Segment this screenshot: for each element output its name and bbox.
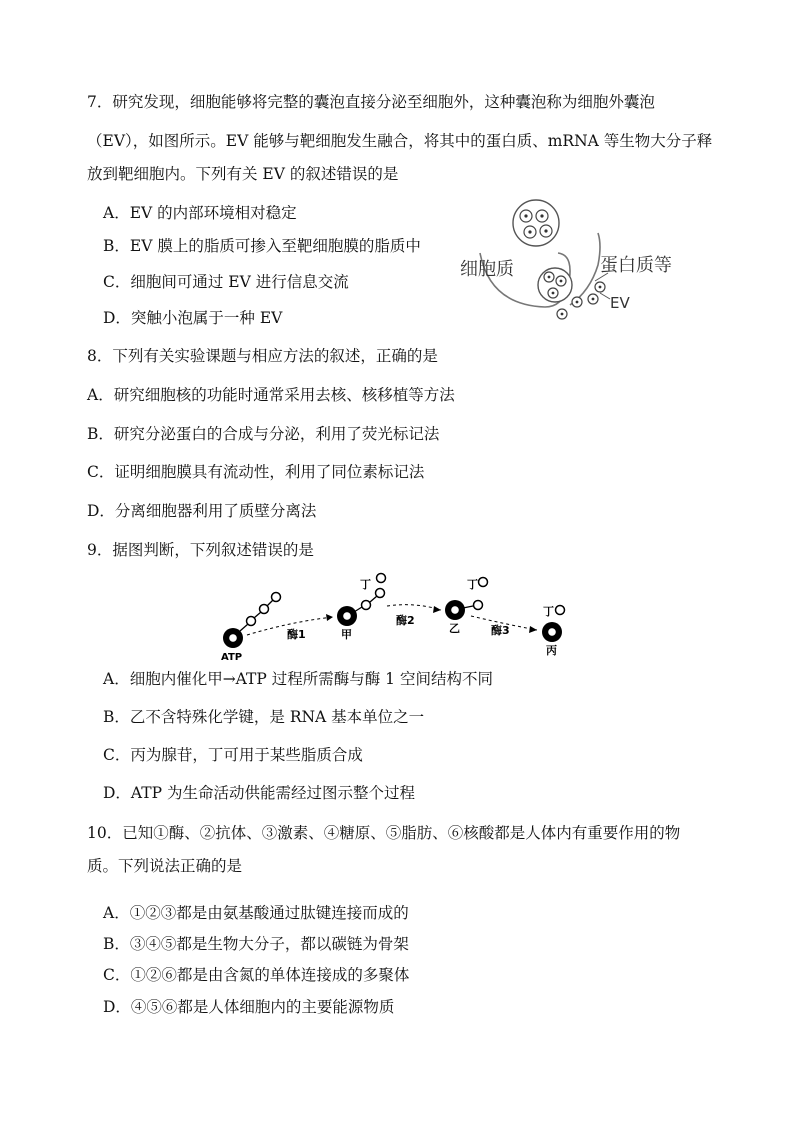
atp-molecule: [223, 593, 281, 649]
q10-stem-line2: 质。下列说法正确的是: [87, 857, 243, 875]
q7-option-b: B．EV 膜上的脂质可掺入至靶细胞膜的脂质中: [103, 237, 421, 255]
ev-pointer-line: [600, 293, 610, 299]
arrow-enzyme2: [387, 605, 441, 610]
q7-option-c: C．细胞间可通过 EV 进行信息交流: [103, 273, 349, 291]
q8-option-a: A．研究细胞核的功能时通常采用去核、核移植等方法: [87, 386, 455, 404]
ding-phosphate-3: [556, 606, 565, 615]
q9-option-a: A．细胞内催化甲→ATP 过程所需酶与酶 1 空间结构不同: [103, 670, 493, 688]
q7-option-a: A．EV 的内部环境相对稳定: [103, 204, 297, 222]
q7-stem-line3: 放到靶细胞内。下列有关 EV 的叙述错误的是: [87, 165, 399, 183]
enzyme2-label: 酶2: [396, 614, 415, 627]
atp-hydrolysis-diagram: [215, 572, 585, 662]
q9-stem: 9．据图判断，下列叙述错误的是: [87, 541, 314, 559]
q7-stem-line2: （EV），如图所示。EV 能够与靶细胞发生融合，将其中的蛋白质、mRNA 等生物大分子释: [87, 132, 713, 150]
arrowhead-1: [326, 614, 333, 621]
cytoplasm-label: 细胞质: [460, 259, 514, 280]
ding-label-3: 丁: [543, 605, 554, 618]
jia-molecule: [337, 589, 385, 627]
protein-label: 蛋白质等: [600, 255, 672, 276]
enzyme1-label: 酶1: [287, 628, 306, 641]
q8-option-d: D．分离细胞器利用了质壁分离法: [87, 502, 317, 520]
q7-stem-line1: 7．研究发现，细胞能够将完整的囊泡直接分泌至细胞外，这种囊泡称为细胞外囊泡: [87, 93, 655, 111]
ding-label-1: 丁: [360, 578, 371, 591]
ding-phosphate-1: [377, 574, 386, 583]
bing-label: 丙: [546, 644, 557, 657]
arrowhead-3: [529, 626, 537, 633]
yi-label: 乙: [449, 622, 460, 635]
q10-option-b: B．③④⑤都是生物大分子，都以碳链为骨架: [103, 935, 409, 953]
ev-label: EV: [610, 294, 630, 312]
q10-stem-line1: 10．已知①酶、②抗体、③激素、④糖原、⑤脂肪、⑥核酸都是人体内有重要作用的物: [87, 824, 681, 842]
ding-phosphate-2: [479, 578, 488, 587]
q10-option-c: C．①②⑥都是由含氮的单体连接成的多聚体: [103, 966, 410, 984]
q8-option-b: B．研究分泌蛋白的合成与分泌，利用了荧光标记法: [87, 425, 440, 443]
q10-option-d: D．④⑤⑥都是人体细胞内的主要能源物质: [103, 998, 395, 1016]
q9-option-d: D．ATP 为生命活动供能需经过图示整个过程: [103, 784, 415, 802]
released-vesicle: [513, 200, 559, 246]
q9-option-c: C．丙为腺苷，丁可用于某些脂质合成: [103, 746, 363, 764]
enzyme3-label: 酶3: [491, 624, 510, 637]
atp-label: ATP: [221, 652, 243, 662]
yi-molecule: [445, 600, 483, 620]
ding-label-2: 丁: [467, 578, 478, 591]
budding-vesicle: [538, 268, 572, 302]
ev-diagram: [450, 195, 700, 330]
q8-stem: 8．下列有关实验课题与相应方法的叙述，正确的是: [87, 347, 438, 365]
arrowhead-2: [433, 606, 441, 613]
q9-option-b: B．乙不含特殊化学键，是 RNA 基本单位之一: [103, 708, 425, 726]
q10-option-a: A．①②③都是由氨基酸通过肽键连接而成的: [103, 904, 409, 922]
q8-option-c: C．证明细胞膜具有流动性，利用了同位素标记法: [87, 463, 425, 481]
jia-label: 甲: [341, 628, 352, 641]
q7-option-d: D．突触小泡属于一种 EV: [103, 309, 283, 327]
bing-molecule: [542, 622, 562, 642]
